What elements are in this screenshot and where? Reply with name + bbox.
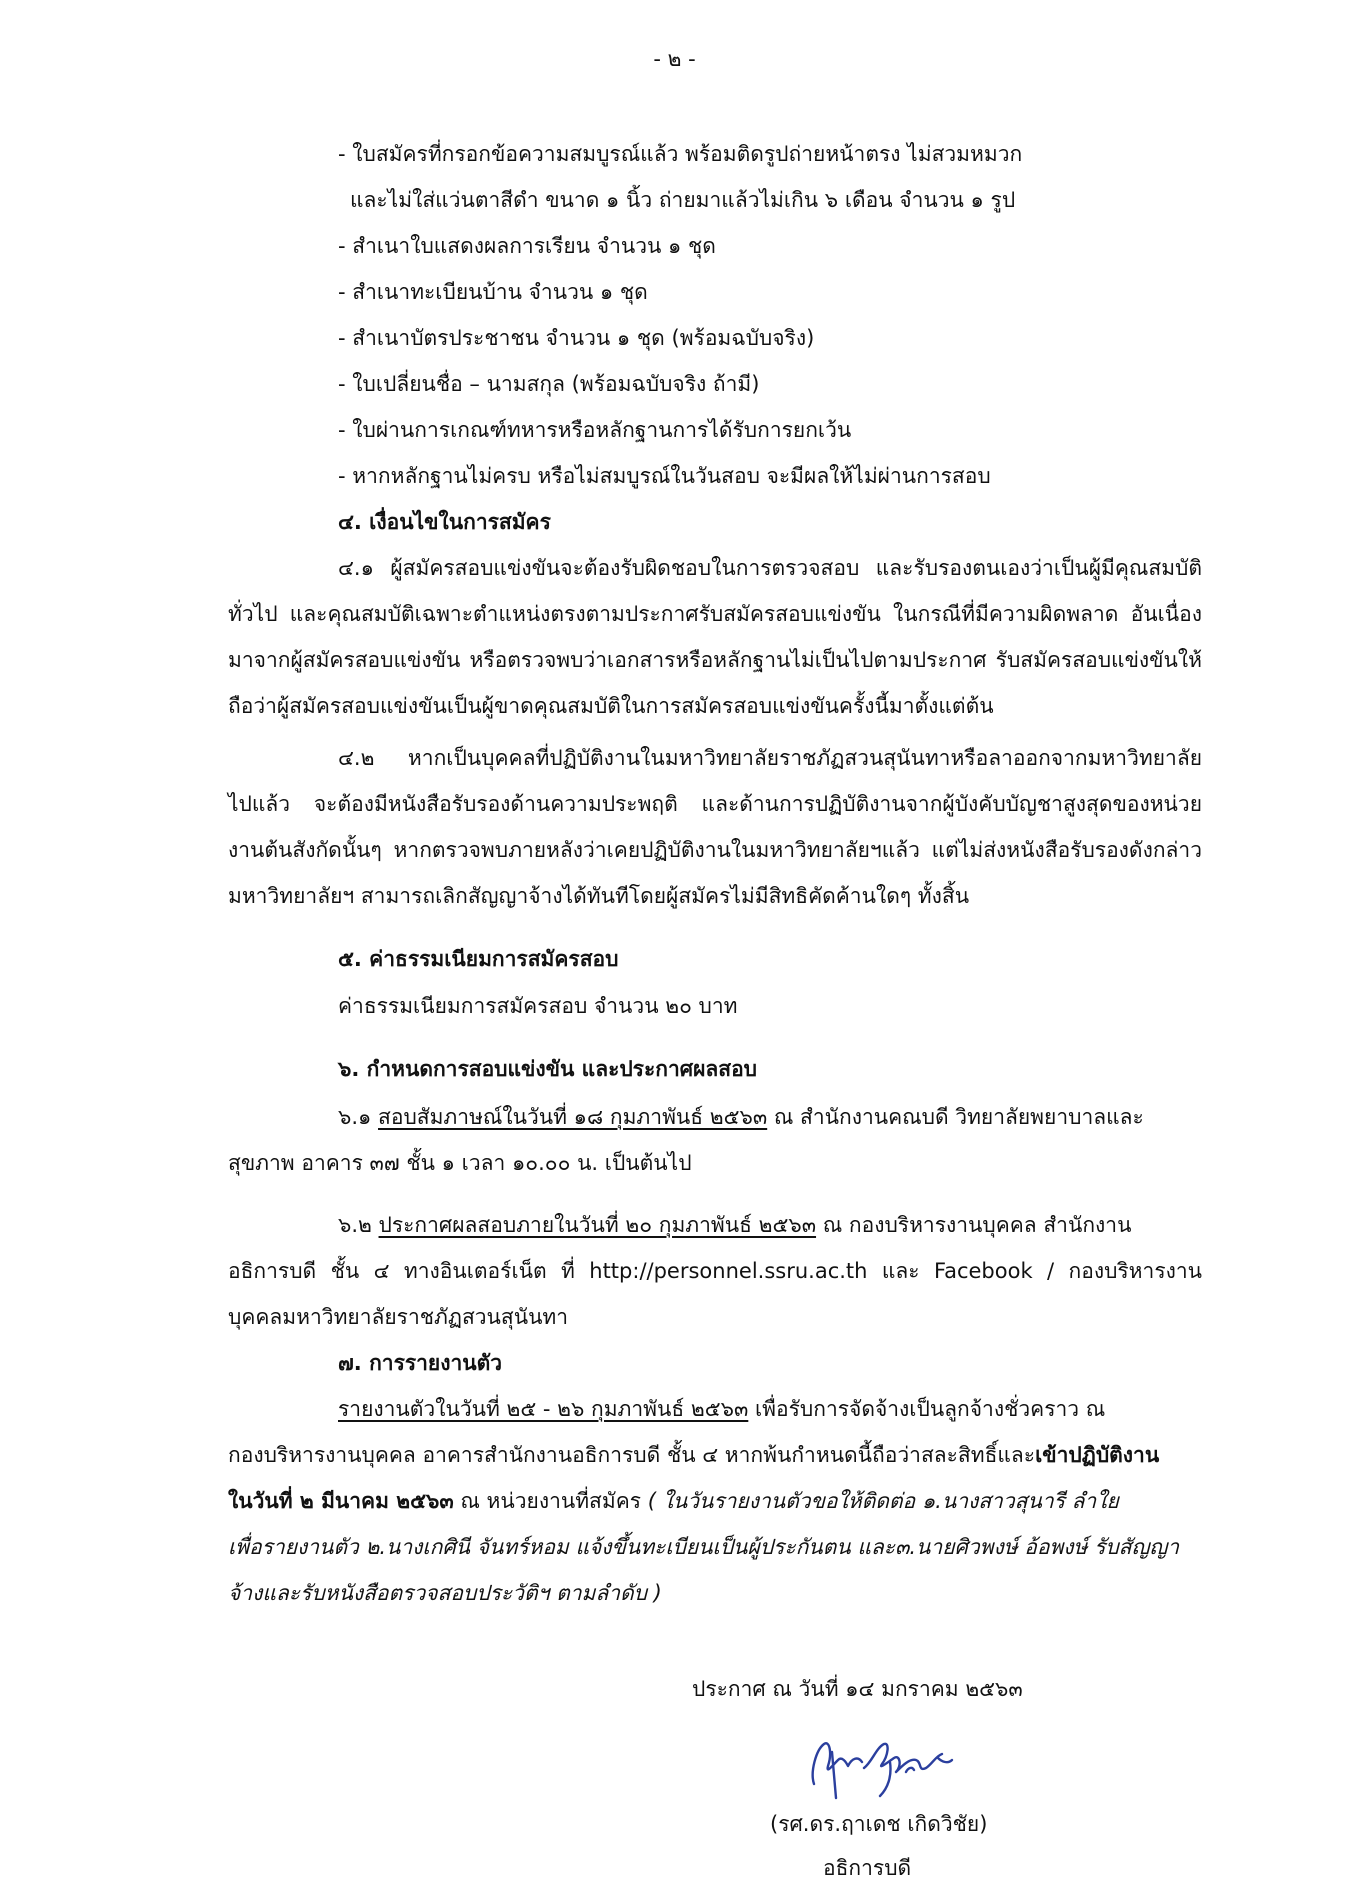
paragraph-line [228,1441,1159,1469]
fee-text: ค่าธรรมเนียมการสมัครสอบ จำนวน ๒๐ บาท [338,994,738,1018]
paragraph-line: งานต้นสังกัดนั้นๆ หากตรวจพบภายหลังว่าเคยปฏิบัติงานในมหาวิทยาลัยฯแล้ว แต่ไม่ส่งหนังสือรับรองดังกล่าว [228,838,1202,862]
start-work-date: ในวันที่ ๒ มีนาคม ๒๕๖๓ [228,1489,454,1513]
document-item: - สำเนาใบแสดงผลการเรียน จำนวน ๑ ชุด [338,234,716,258]
announce-date: ประกาศ ณ วันที่ ๑๔ มกราคม ๒๕๖๓ [692,1677,1023,1701]
report-date: รายงานตัวในวันที่ ๒๕ - ๒๖ กุมภาพันธ์ ๒๕๖๓ [338,1397,749,1421]
contact-note-line: เพื่อรายงานตัว ๒.นางเกศินี จันทร์หอม แจ้งขึ้นทะเบียนเป็นผู้ประกันตน และ๓.นายศิวพงษ์ อ้อพงษ์ รับสัญญา [228,1535,1180,1559]
paragraph-line [338,1395,1105,1423]
document-item: - สำเนาบัตรประชาชน จำนวน ๑ ชุด (พร้อมฉบับจริง) [338,326,815,350]
section-6-heading: ๖. กำหนดการสอบแข่งขัน และประกาศผลสอบ [338,1057,758,1081]
page-number: - ๒ - [653,47,696,71]
paragraph-line [228,1487,1119,1515]
report-purpose: เพื่อรับการจัดจ้างเป็นลูกจ้างชั่วคราว ณ [748,1397,1106,1421]
interview-date: สอบสัมภาษณ์ในวันที่ ๑๘ กุมภาพันธ์ ๒๕๖๓ [378,1105,768,1129]
signature-image [802,1732,962,1802]
paragraph-line: ถือว่าผู้สมัครสอบแข่งขันเป็นผู้ขาดคุณสมบัติในการสมัครสอบแข่งขันครั้งนี้มาตั้งแต่ต้น [228,694,994,718]
paragraph-line: สุขภาพ อาคาร ๓๗ ชั้น ๑ เวลา ๑๐.๐๐ น. เป็นต้นไป [228,1151,692,1175]
document-item: - ใบสมัครที่กรอกข้อความสมบูรณ์แล้ว พร้อมติดรูปถ่ายหน้าตรง ไม่สวมหมวก [338,142,1023,166]
work-place: ณ หน่วยงานที่สมัคร [453,1489,648,1513]
paragraph-line: บุคคลมหาวิทยาลัยราชภัฏสวนสุนันทา [228,1305,569,1329]
paragraph-line: มหาวิทยาลัยฯ สามารถเลิกสัญญาจ้างได้ทันทีโดยผู้สมัครไม่มีสิทธิคัดค้านใดๆ ทั้งสิ้น [228,884,970,908]
result-date: ประกาศผลสอบภายในวันที่ ๒๐ กุมภาพันธ์ ๒๕๖๓ [378,1213,817,1237]
paragraph-line: ๔.๑ ผู้สมัครสอบแข่งขันจะต้องรับผิดชอบในการตรวจสอบ และรับรองตนเองว่าเป็นผู้มีคุณสมบัติ [338,556,1202,580]
paragraph-line [338,1103,1202,1131]
document-item: - หากหลักฐานไม่ครบ หรือไม่สมบูรณ์ในวันสอบ จะมีผลให้ไม่ผ่านการสอบ [338,464,991,488]
paragraph-line: ทั่วไป และคุณสมบัติเฉพาะตำแหน่งตรงตามประกาศรับสมัครสอบแข่งขัน ในกรณีที่มีความผิดพลาด อันเนื่อง [228,602,1202,626]
document-item: - สำเนาทะเบียนบ้าน จำนวน ๑ ชุด [338,280,648,304]
document-item: และไม่ใส่แว่นตาสีดำ ขนาด ๑ นิ้ว ถ่ายมาแล้วไม่เกิน ๖ เดือน จำนวน ๑ รูป [350,188,1016,212]
paragraph-line: ๔.๒ หากเป็นบุคคลที่ปฏิบัติงานในมหาวิทยาลัยราชภัฏสวนสุนันทาหรือลาออกจากมหาวิทยาลัย [338,746,1202,770]
signer-title: อธิการบดี [823,1856,912,1880]
result-location: ณ กองบริหารงานบุคคล สำนักงาน [816,1213,1132,1237]
paragraph-line: ไปแล้ว จะต้องมีหนังสือรับรองด้านความประพฤติ และด้านการปฏิบัติงานจากผู้บังคับบัญชาสูงสุดของหน่วย [228,792,1202,816]
signer-name: (รศ.ดร.ฤาเดช เกิดวิชัย) [770,1812,988,1836]
section-4-heading: ๔. เงื่อนไขในการสมัคร [338,510,551,534]
document-item: - ใบผ่านการเกณฑ์ทหารหรือหลักฐานการได้รับการยกเว้น [338,418,852,442]
paragraph-line: มาจากผู้สมัครสอบแข่งขัน หรือตรวจพบว่าเอกสารหรือหลักฐานไม่เป็นไปตามประกาศ รับสมัครสอบแข่งขันให้ [228,648,1202,672]
section-7-heading: ๗. การรายงานตัว [338,1351,503,1375]
contact-note-line: จ้างและรับหนังสือตรวจสอบประวัติฯ ตามลำดับ ) [228,1581,662,1605]
start-work-label: เข้าปฏิบัติงาน [1035,1443,1160,1467]
document-item: - ใบเปลี่ยนชื่อ – นามสกุล (พร้อมฉบับจริง ถ้ามี) [338,372,760,396]
paragraph-line: อธิการบดี ชั้น ๔ ทางอินเตอร์เน็ต ที่ http://personnel.ssru.ac.th และ Facebook / กองบริหารงาน [228,1259,1202,1283]
item-number: ๖.๒ [338,1213,379,1237]
report-place: กองบริหารงานบุคคล อาคารสำนักงานอธิการบดี ชั้น ๔ หากพ้นกำหนดนี้ถือว่าสละสิทธิ์และ [228,1443,1036,1467]
item-number: ๖.๑ [338,1105,379,1129]
interview-location: ณ สำนักงานคณบดี วิทยาลัยพยาบาลและ [767,1105,1144,1129]
contact-note: ( ในวันรายงานตัวขอให้ติดต่อ ๑.นางสาวสุนารี ลำใย [647,1489,1119,1513]
section-5-heading: ๕. ค่าธรรมเนียมการสมัครสอบ [338,947,619,971]
paragraph-line [338,1211,1202,1239]
